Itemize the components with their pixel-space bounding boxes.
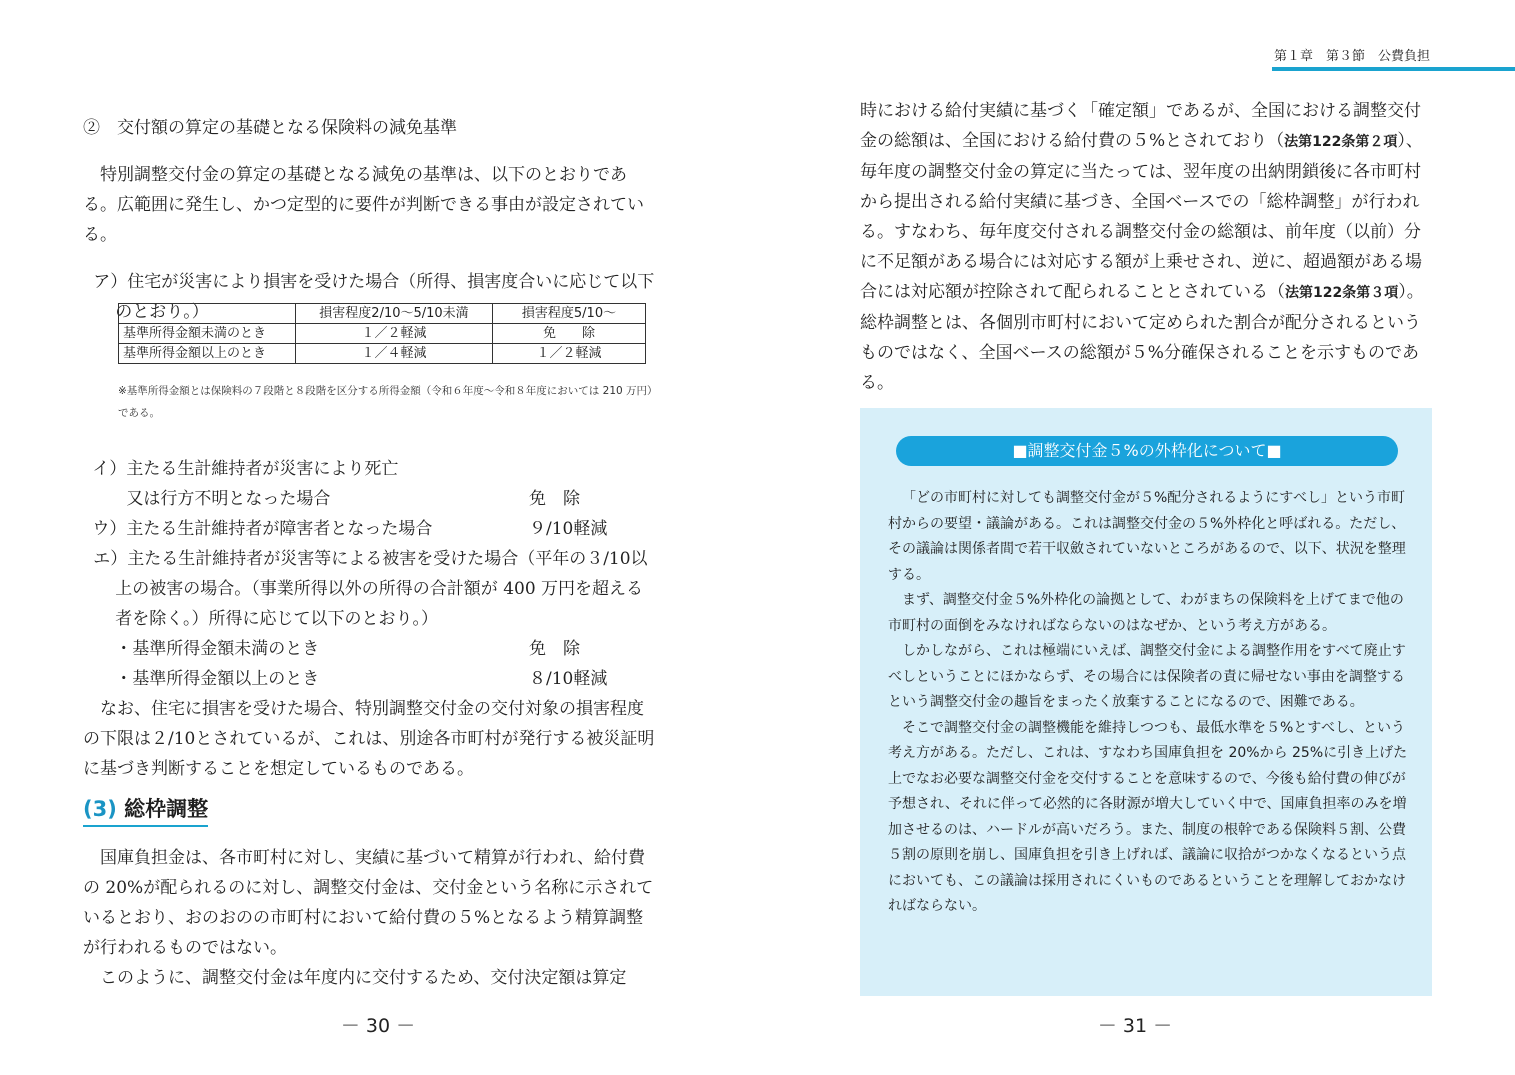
list-item (83, 454, 658, 484)
table-header-row (119, 304, 646, 324)
criteria-list (83, 454, 658, 784)
continued-paragraph (860, 96, 1433, 398)
table-row (119, 324, 646, 344)
list-item (83, 514, 658, 544)
text-run: ）。総枠調整とは、各個別市町村において定められた割合が配分されるというものではなく、全国ベースの総額が５%分確保されることを示すものである。 (860, 282, 1424, 393)
table-header-cell (119, 304, 296, 324)
table-cell: 免 除 (493, 324, 646, 344)
chapter-header: 第１章 第３節 公費負担 (1273, 49, 1430, 64)
section-paragraph: 国庫負担金は、各市町村に対し、実績に基づいて精算が行われ、給付費の 20%が配られるのに対し、調整交付金は、交付金という名称に示されているとおり、おのおのの市町村において給付費の５%となるよう精算調整が行われるものではない。 (83, 848, 654, 958)
section-body (83, 843, 658, 993)
law-reference: 法第122条第３項 (1285, 285, 1399, 301)
table-cell: １／２軽減 (296, 324, 493, 344)
table-header-cell: 損害程度2/10～5/10未満 (296, 304, 493, 324)
right-body (860, 96, 1433, 398)
text-run: 時における給付実績に基づく「確定額」であるが、全国における調整交付金の総額は、全国における給付費の５%とされており（ (860, 101, 1421, 151)
item-a: ア）住宅が災害により損害を受けた場合（所得、損害度合いに応じて以下のとおり。） (93, 272, 655, 322)
item-heading: ② 交付額の算定の基礎となる保険料の減免基準 (83, 118, 457, 138)
item-value: 免 除 (529, 639, 580, 659)
intro-paragraph: 特別調整交付金の算定の基礎となる減免の基準は、以下のとおりである。広範囲に発生し、かつ定型的に要件が判断できる事由が設定されている。 (83, 165, 644, 245)
box-paragraph: そこで調整交付金の調整機能を維持しつつも、最低水準を５%とすべし、という考え方がある。ただし、これは、すなわち国庫負担を 20%から 25%に引き上げた上でなお必要な調整交付金を交付することを意味するので、今後も給付費の伸びが予想され、それに伴って必然的に各財源が増大していく中で、国庫負担率のみを増加させるのは、ハードルが高いだろう。また、制度の根幹である保険料５割、公費５割の原則を崩し、国庫負担を引き上げれば、議論に収拾がつかなくなるという点においても、この議論は採用されにくいものであるということを理解しておかなければならない。 (888, 719, 1408, 914)
item-e: エ）主たる生計維持者が災害等による被害を受けた場合（平年の３/10以上の被害の場合。（事業所得以外の所得の合計額が 400 万円を超える者を除く。）所得に応じて以下のとおり。） (93, 549, 648, 629)
page-number: － 30 － (340, 1015, 416, 1037)
table-row (119, 344, 646, 364)
box-paragraph: しかしながら、これは極端にいえば、調整交付金による調整作用をすべて廃止すべしということにほかならず、その場合には保険者の責に帰せない事由を調整するという調整交付金の趣旨をまったく放棄することになるので、困難である。 (888, 643, 1406, 710)
table-cell: 基準所得金額以上のとき (119, 344, 296, 364)
info-box-body (888, 486, 1408, 920)
table-cell: １／２軽減 (493, 344, 646, 364)
section-paragraph: このように、調整交付金は年度内に交付するため、交付決定額は算定 (100, 968, 627, 988)
item-label: イ）主たる生計維持者が災害により死亡 (92, 459, 399, 479)
table-note: ※基準所得金額とは保険料の７段階と８段階を区分する所得金額（令和６年度～令和８年度においては 210 万円）である。 (118, 385, 658, 419)
list-item (83, 484, 658, 514)
left-page (0, 0, 757, 1075)
item-value: ９/10軽減 (529, 519, 608, 539)
page-number: － 31 － (1097, 1015, 1173, 1037)
law-reference: 法第122条第２項 (1284, 134, 1398, 150)
table-cell: １／４軽減 (296, 344, 493, 364)
box-paragraph: まず、調整交付金５%外枠化の論拠として、わがまちの保険料を上げてまで他の市町村の面倒をみなければならないのはなぜか、という考え方がある。 (888, 592, 1404, 634)
item-label: ウ）主たる生計維持者が障害者となった場合 (92, 519, 433, 539)
text-run: ）、毎年度の調整交付金の算定に当たっては、翌年度の出納閉鎖後に各市町村から提出される給付実績に基づき、全国ベースでの「総枠調整」が行われる。すなわち、毎年度交付される調整交付金の総額は、前年度（以前）分に不足額がある場合には対応する額が上乗せされ、逆に、超過額がある場合には対応額が控除されて配られることとされている（ (860, 131, 1423, 302)
item-label: ・基準所得金額以上のとき (115, 669, 320, 689)
table-header-cell: 損害程度5/10～ (493, 304, 646, 324)
item-label: ・基準所得金額未満のとき (115, 639, 320, 659)
item-label: 又は行方不明となった場合 (92, 489, 331, 509)
section-title-text: 総枠調整 (124, 797, 209, 821)
right-page (757, 0, 1515, 1075)
section-number: (3) (83, 797, 117, 821)
note-paragraph: なお、住宅に損害を受けた場合、特別調整交付金の交付対象の損害程度の下限は２/10とされているが、これは、別途各市町村が発行する被災証明に基づき判断することを想定しているものである。 (83, 699, 655, 779)
loss-reduction-table (118, 303, 646, 364)
item-value: 免 除 (529, 489, 580, 509)
box-paragraph: 「どの市町村に対しても調整交付金が５%配分されるようにすべし」という市町村からの要望・議論がある。これは調整交付金の５%外枠化と呼ばれる。ただし、その議論は関係者間で若干収斂されていないところがあるので、以下、状況を整理する。 (888, 490, 1406, 583)
item-value: ８/10軽減 (529, 669, 608, 689)
list-item (83, 664, 658, 694)
section-title (83, 793, 208, 827)
info-box-title: ■調整交付金５%の外枠化について■ (896, 436, 1398, 466)
info-box (860, 408, 1432, 996)
chapter-rule (1272, 67, 1515, 71)
table-cell: 基準所得金額未満のとき (119, 324, 296, 344)
list-item (83, 634, 658, 664)
